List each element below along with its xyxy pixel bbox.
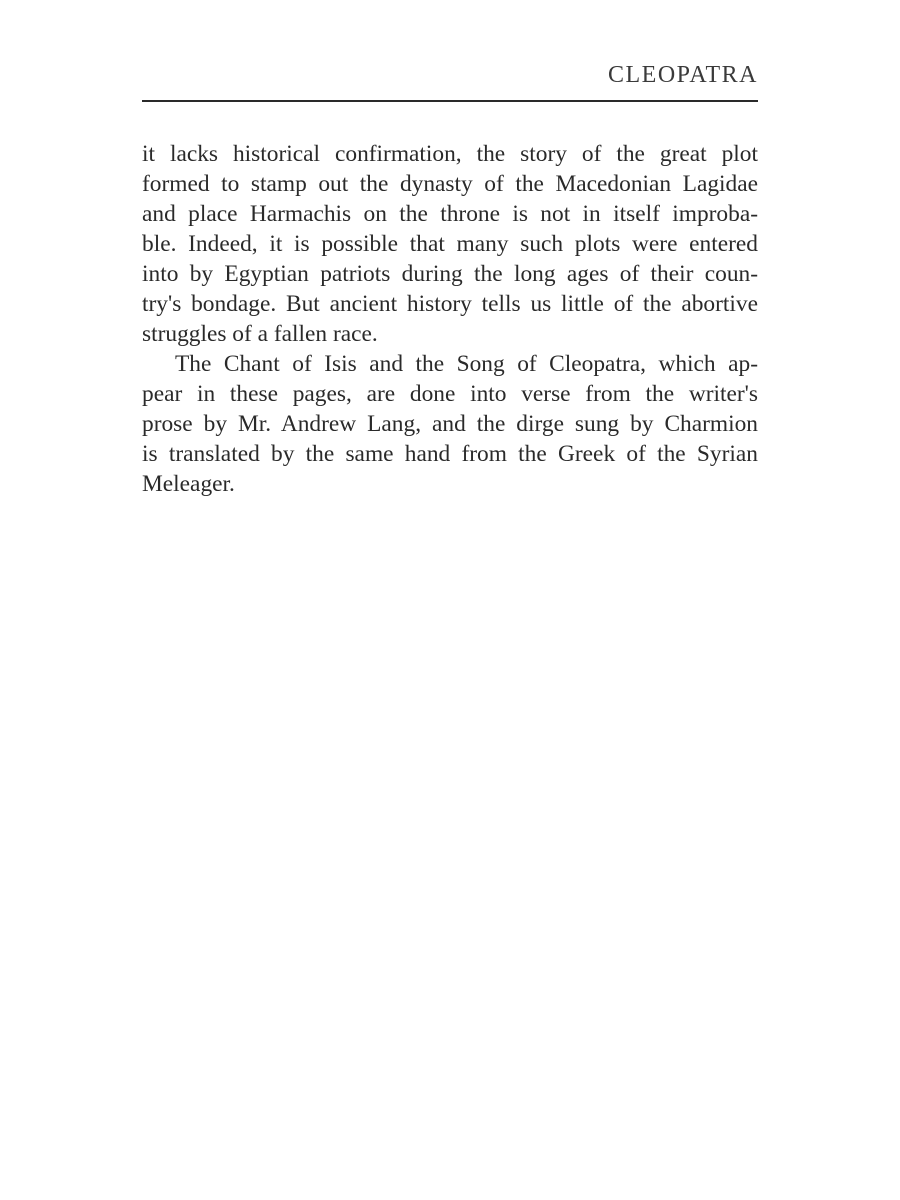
text-line: into by Egyptian patriots during the long ages of their coun- bbox=[142, 261, 758, 287]
text-line: and place Harmachis on the throne is not in itself improba- bbox=[142, 201, 758, 227]
running-header bbox=[142, 58, 758, 102]
text-line: try's bondage. But ancient history tells us little of the abortive bbox=[142, 291, 758, 317]
text-line: formed to stamp out the dynasty of the Macedonian Lagidae bbox=[142, 171, 758, 197]
text-line: it lacks historical confirmation, the story of the great plot bbox=[142, 141, 758, 167]
text-line: pear in these pages, are done into verse from the writer's bbox=[142, 381, 758, 407]
page-body bbox=[142, 139, 758, 499]
text-line: is translated by the same hand from the Greek of the Syrian bbox=[142, 441, 758, 467]
text-line: ble. Indeed, it is possible that many such plots were entered bbox=[142, 231, 758, 257]
text-line: Meleager. bbox=[142, 471, 235, 497]
text-line: struggles of a fallen race. bbox=[142, 321, 378, 347]
paragraph-1 bbox=[142, 139, 758, 349]
paragraph-2 bbox=[142, 349, 758, 499]
text-line: prose by Mr. Andrew Lang, and the dirge sung by Charmion bbox=[142, 411, 758, 437]
running-title: CLEOPATRA bbox=[608, 62, 758, 88]
text-line: The Chant of Isis and the Song of Cleopatra, which ap- bbox=[175, 351, 758, 377]
